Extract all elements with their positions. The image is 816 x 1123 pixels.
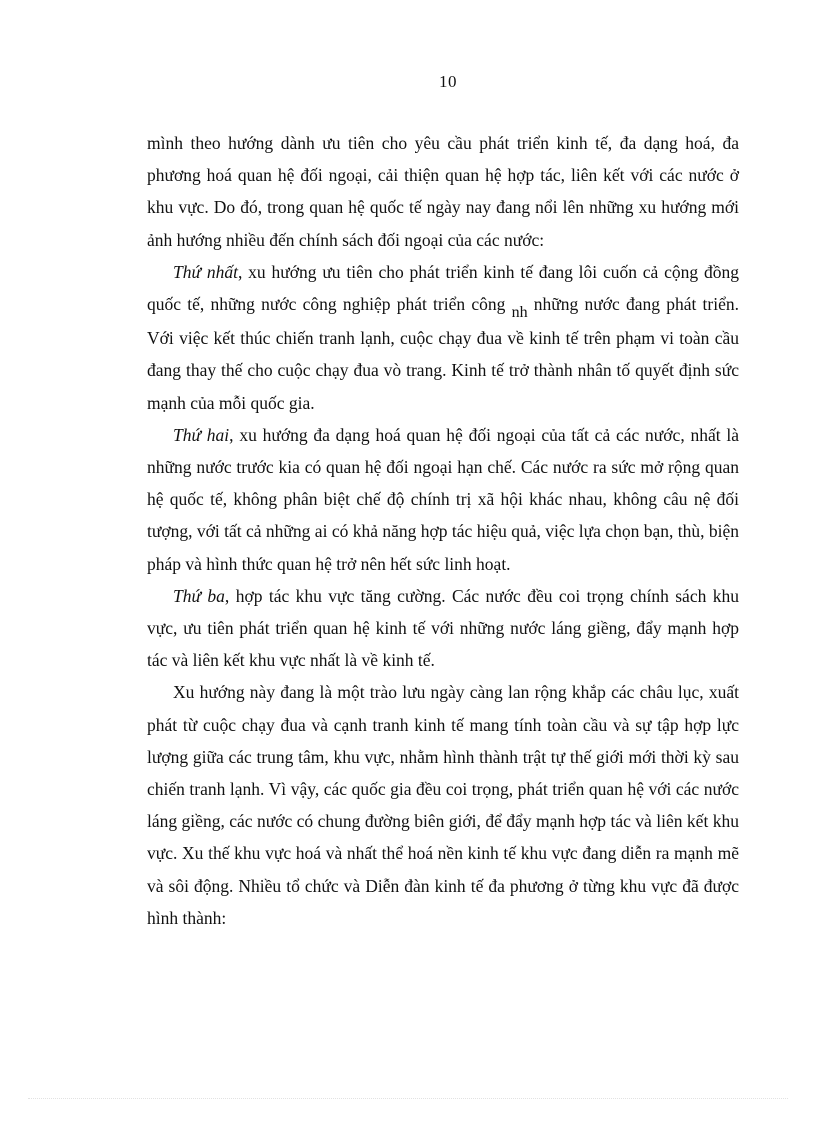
document-body: [147, 127, 739, 934]
paragraph-regional-trend: Xu hướng này đang là một trào lưu ngày càng lan rộng khắp các châu lục, xuất phát từ cuộc chạy đua và cạnh tranh kinh tế mang tính toàn cầu và sự tập hợp lực lượng giữa các trung tâm, khu vực, nhằm hình thành trật tự thế giới mới thời kỳ sau chiến tranh lạnh. Vì vậy, các quốc gia đều coi trọng, phát triển quan hệ với các nước láng giềng, các nước có chung đường biên giới, để đẩy mạnh hợp tác và liên kết khu vực. Xu thế khu vực hoá và nhất thể hoá nền kinh tế khu vực đang diễn ra mạnh mẽ và sôi động. Nhiều tổ chức và Diễn đàn kinh tế đa phương ở từng khu vực đã được hình thành:: [147, 682, 739, 928]
paragraph-text-first-a: , xu hướng ưu tiên cho phát triển kinh tế đang lôi cuốn cả cộng đồng quốc tế, những nước công nghiệp phát triển công: [147, 261, 739, 315]
paragraph-text-third: , hợp tác khu vực tăng cường. Các nước đều coi trọng chính sách khu vực, ưu tiên phát triển quan hệ kinh tế với những nước láng giềng, đẩy mạnh hợp tác và liên kết khu vực nhất là về kinh tế.: [147, 585, 739, 671]
misplaced-glyph-nh: nh: [511, 304, 528, 322]
paragraph-text-second: , xu hướng đa dạng hoá quan hệ đối ngoại của tất cả các nước, nhất là những nước trước kia có quan hệ đối ngoại hạn chế. Các nước ra sức mở rộng quan hệ quốc tế, không phân biệt chế độ chính trị xã hội khác nhau, không câu nệ đối tượng, với tất cả những ai có khả năng hợp tác hiệu quả, việc lựa chọn bạn, thù, biện pháp và hình thức quan hệ trở nên hết sức linh hoạt.: [147, 424, 739, 574]
page-number: 10: [439, 72, 457, 91]
page-bottom-rule: [28, 1098, 788, 1099]
paragraph-second-trend: [147, 419, 739, 580]
paragraph-lead-third: Thứ ba: [173, 585, 225, 606]
paragraph-third-trend: [147, 580, 739, 677]
paragraph-intro: mình theo hướng dành ưu tiên cho yêu cầu phát triển kinh tế, đa dạng hoá, đa phương hoá quan hệ đối ngoại, cải thiện quan hệ hợp tác, liên kết với các nước ở khu vực. Do đó, trong quan hệ quốc tế ngày nay đang nổi lên những xu hướng mới ảnh hướng nhiều đến chính sách đối ngoại của các nước:: [147, 133, 739, 250]
paragraph-first-trend: [147, 256, 739, 419]
paragraph-text-first-b: những nước đang phát triển. Với việc kết thúc chiến tranh lạnh, cuộc chạy đua về kinh tế trên phạm vi toàn cầu đang thay thế cho cuộc chạy đua vò trang. Kinh tế trở thành nhân tố quyết định sức mạnh của mỗi quốc gia.: [147, 294, 739, 413]
paragraph-lead-second: Thứ hai: [173, 424, 230, 445]
paragraph-lead-first: Thứ nhất: [173, 261, 238, 282]
